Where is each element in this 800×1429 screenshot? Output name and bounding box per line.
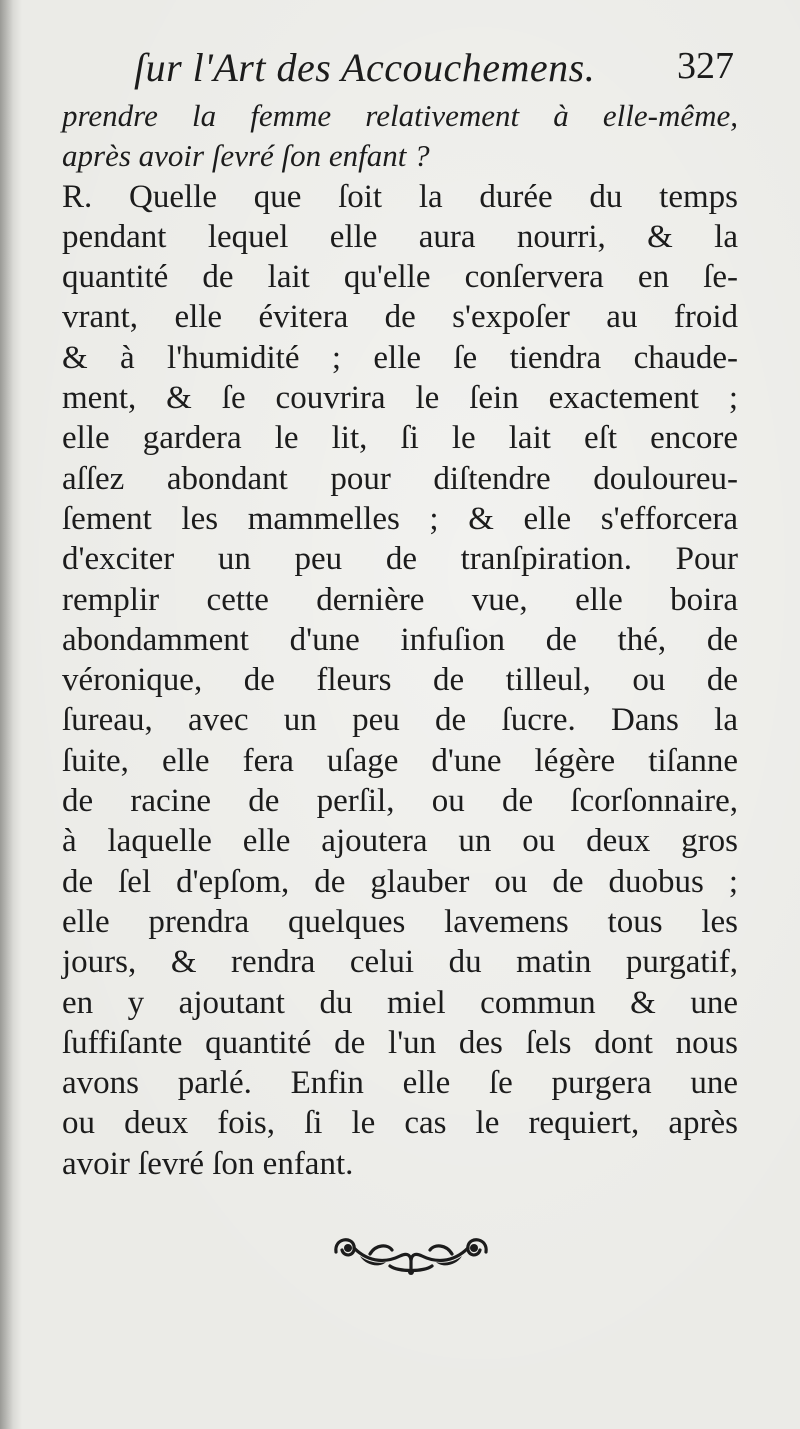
text-line: quantité de lait qu'elle conſervera en ſe-	[62, 259, 738, 296]
text-line: elle prendra quelques lavemens tous les	[62, 903, 738, 940]
text-line: ſuffiſante quantité de l'un des ſels dont nous	[62, 1024, 738, 1061]
text-line: R. Quelle que ſoit la durée du temps	[62, 178, 738, 215]
text-line: prendre la femme relativement à elle-même,	[62, 98, 738, 133]
text-line: véronique, de fleurs de tilleul, ou de	[62, 662, 738, 699]
text-line: d'exciter un peu de tranſpiration. Pour	[62, 541, 738, 578]
text-line: jours, & rendra celui du matin purgatif,	[62, 944, 738, 981]
text-line: aſſez abondant pour diſtendre douloureu-	[62, 460, 738, 497]
text-line: de racine de perſil, ou de ſcorſonnaire,	[62, 783, 738, 820]
text-line: ſureau, avec un peu de ſucre. Dans la	[62, 702, 738, 739]
text-line: ſement les mammelles ; & elle s'efforcera	[62, 500, 738, 537]
page-header	[60, 40, 740, 100]
text-line: ſuite, elle fera uſage d'une légère tiſanne	[62, 742, 738, 779]
text-line: elle gardera le lit, ſi le lait eſt encore	[62, 420, 738, 457]
page-gutter-shadow	[0, 0, 22, 1429]
page-number: 327	[677, 45, 734, 87]
text-line: remplir cette dernière vue, elle boira	[62, 581, 738, 618]
text-line: abondamment d'une infuſion de thé, de	[62, 621, 738, 658]
scroll-ornament-icon	[330, 1226, 492, 1280]
text-line: de ſel d'epſom, de glauber ou de duobus ;	[62, 863, 738, 900]
text-line: avons parlé. Enfin elle ſe purgera une	[62, 1065, 738, 1102]
text-line: & à l'humidité ; elle ſe tiendra chaude-	[62, 339, 738, 376]
text-line: pendant lequel elle aura nourri, & la	[62, 218, 738, 255]
text-line: en y ajoutant du miel commun & une	[62, 984, 738, 1021]
text-line: avoir ſevré ſon enfant.	[62, 1145, 354, 1182]
text-line: à laquelle elle ajoutera un ou deux gros	[62, 823, 738, 860]
text-line: après avoir ſevré ſon enfant ?	[62, 138, 430, 174]
text-line: vrant, elle évitera de s'expoſer au froid	[62, 299, 738, 336]
body-text	[62, 96, 738, 1184]
text-line: ou deux fois, ſi le cas le requiert, après	[62, 1105, 738, 1142]
text-line: ment, & ſe couvrira le ſein exactement ;	[62, 380, 738, 417]
running-title: ſur l'Art des Accouchemens.	[134, 45, 596, 90]
